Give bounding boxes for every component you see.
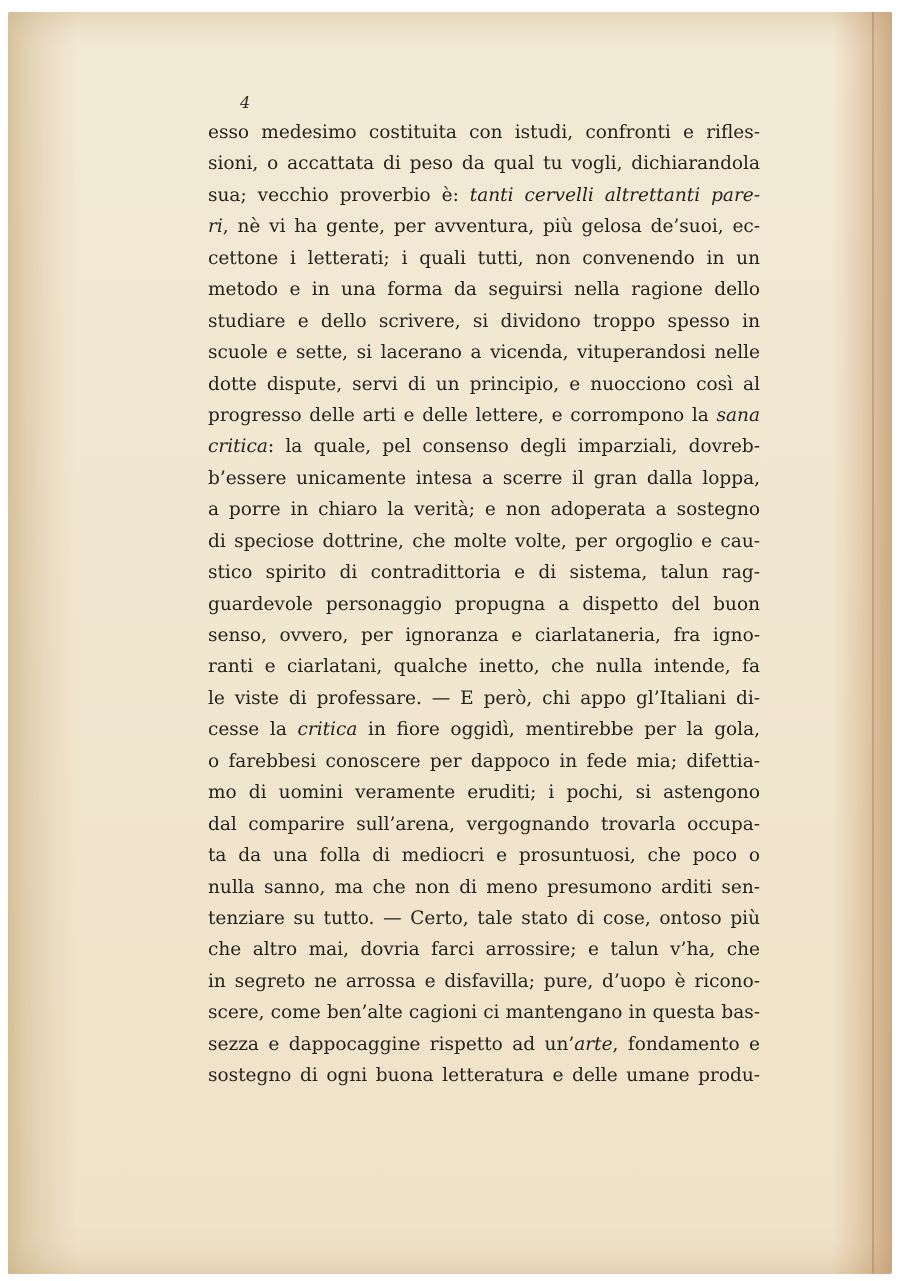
italic-text: arte (574, 1033, 613, 1055)
text-segment: cettone i letterati; i quali tutti, non convenendo in un (208, 247, 760, 269)
text-line (208, 589, 760, 620)
text-segment: di speciose dottrine, che molte volte, per orgoglio e cau- (208, 530, 760, 552)
italic-text: critica (297, 719, 358, 741)
text-segment: ta da una folla di mediocri e prosuntuosi, che poco o (208, 845, 760, 867)
text-line (208, 966, 760, 997)
text-line (208, 526, 760, 557)
text-line (208, 211, 760, 242)
text-segment: dotte dispute, servi di un principio, e nuocciono così al (208, 373, 760, 395)
text-segment: dal comparire sull’arena, vergognando trovarla occupa- (208, 813, 760, 835)
text-segment: , nè vi ha gente, per avventura, più gelosa de’suoi, ec- (222, 216, 760, 238)
text-segment: scere, come ben’alte cagioni ci mantengano in questa bas- (208, 1002, 760, 1024)
italic-text: ri (208, 216, 223, 238)
text-segment: : la quale, pel consenso degli imparziali, dovreb- (267, 436, 760, 458)
text-line (208, 431, 760, 462)
italic-text: critica (208, 436, 268, 458)
text-line (208, 494, 760, 525)
text-segment: , fondamento e (612, 1033, 760, 1055)
text-line (208, 557, 760, 588)
text-line (208, 840, 760, 871)
text-segment: a porre in chiaro la verità; e non adoperata a sostegno (208, 499, 760, 521)
text-segment: sostegno di ogni buona letteratura e delle umane produ- (208, 1065, 760, 1087)
text-segment: stico spirito di contradittoria e di sistema, talun rag- (208, 562, 760, 584)
text-line (208, 1060, 760, 1091)
paper-stain-right (832, 12, 892, 1274)
text-segment: cesse la (208, 719, 298, 741)
text-line (208, 872, 760, 903)
text-line (208, 903, 760, 934)
paper-stain-left (8, 12, 78, 1274)
text-line (208, 777, 760, 808)
text-segment: in fiore oggidì, mentirebbe per la gola, (357, 719, 760, 741)
text-segment: guardevole personaggio propugna a dispetto del buon (208, 593, 760, 615)
text-line (208, 809, 760, 840)
body-text (208, 117, 760, 1092)
text-segment: tenziare su tutto. — Certo, tale stato di cose, ontoso più (208, 907, 760, 929)
text-line (208, 463, 760, 494)
text-segment: senso, ovvero, per ignoranza e ciarlataneria, fra igno- (208, 625, 760, 646)
text-segment: nulla sanno, ma che non di meno presumono arditi sen- (208, 876, 760, 898)
text-line (208, 714, 760, 745)
text-line (208, 369, 760, 400)
text-segment: sioni, o accattata di peso da qual tu vogli, dichiarandola (208, 153, 760, 175)
text-line (208, 306, 760, 337)
text-line (208, 400, 760, 431)
text-segment: sezza e dappocaggine rispetto ad un’ (208, 1033, 575, 1055)
text-segment: b’essere unicamente intesa a scerre il gran dalla loppa, (208, 467, 760, 489)
text-segment: scuole e sette, si lacerano a vicenda, vituperandosi nelle (208, 342, 760, 364)
text-line (208, 180, 760, 211)
italic-text: sana (716, 404, 760, 426)
text-line (208, 651, 760, 682)
text-segment: che altro mai, dovria farci arrossire; e talun v’ha, che (208, 939, 760, 961)
text-segment: sua; vecchio proverbio è: (208, 184, 470, 206)
text-segment: ranti e ciarlatani, qualche inetto, che nulla intende, fa (208, 656, 760, 678)
text-line (208, 243, 760, 274)
text-segment: mo di uomini veramente eruditi; i pochi, si astengono (208, 782, 760, 804)
text-segment: esso medesimo costituita con istudi, confronti e rifles- (208, 122, 760, 143)
text-line (208, 148, 760, 179)
text-line (208, 683, 760, 714)
text-segment: le viste di professare. — E però, chi appo gl’Italiani di- (208, 687, 760, 709)
paper-fold-line (872, 12, 874, 1274)
text-line (208, 117, 760, 148)
text-segment: in segreto ne arrossa e disfavilla; pure, d’uopo è ricono- (208, 970, 760, 992)
text-line (208, 337, 760, 368)
text-line (208, 1029, 760, 1060)
text-line (208, 274, 760, 305)
text-line (208, 997, 760, 1028)
text-line (208, 746, 760, 777)
page-number: 4 (240, 93, 251, 112)
text-segment: o farebbesi conoscere per dappoco in fede mia; difettia- (208, 750, 760, 772)
text-segment: progresso delle arti e delle lettere, e corrompono la (208, 404, 717, 426)
text-segment: metodo e in una forma da seguirsi nella ragione dello (208, 279, 760, 301)
italic-text: tanti cervelli altrettanti pare- (469, 184, 760, 206)
text-line (208, 620, 760, 651)
text-line (208, 934, 760, 965)
text-segment: studiare e dello scrivere, si dividono troppo spesso in (208, 310, 760, 332)
